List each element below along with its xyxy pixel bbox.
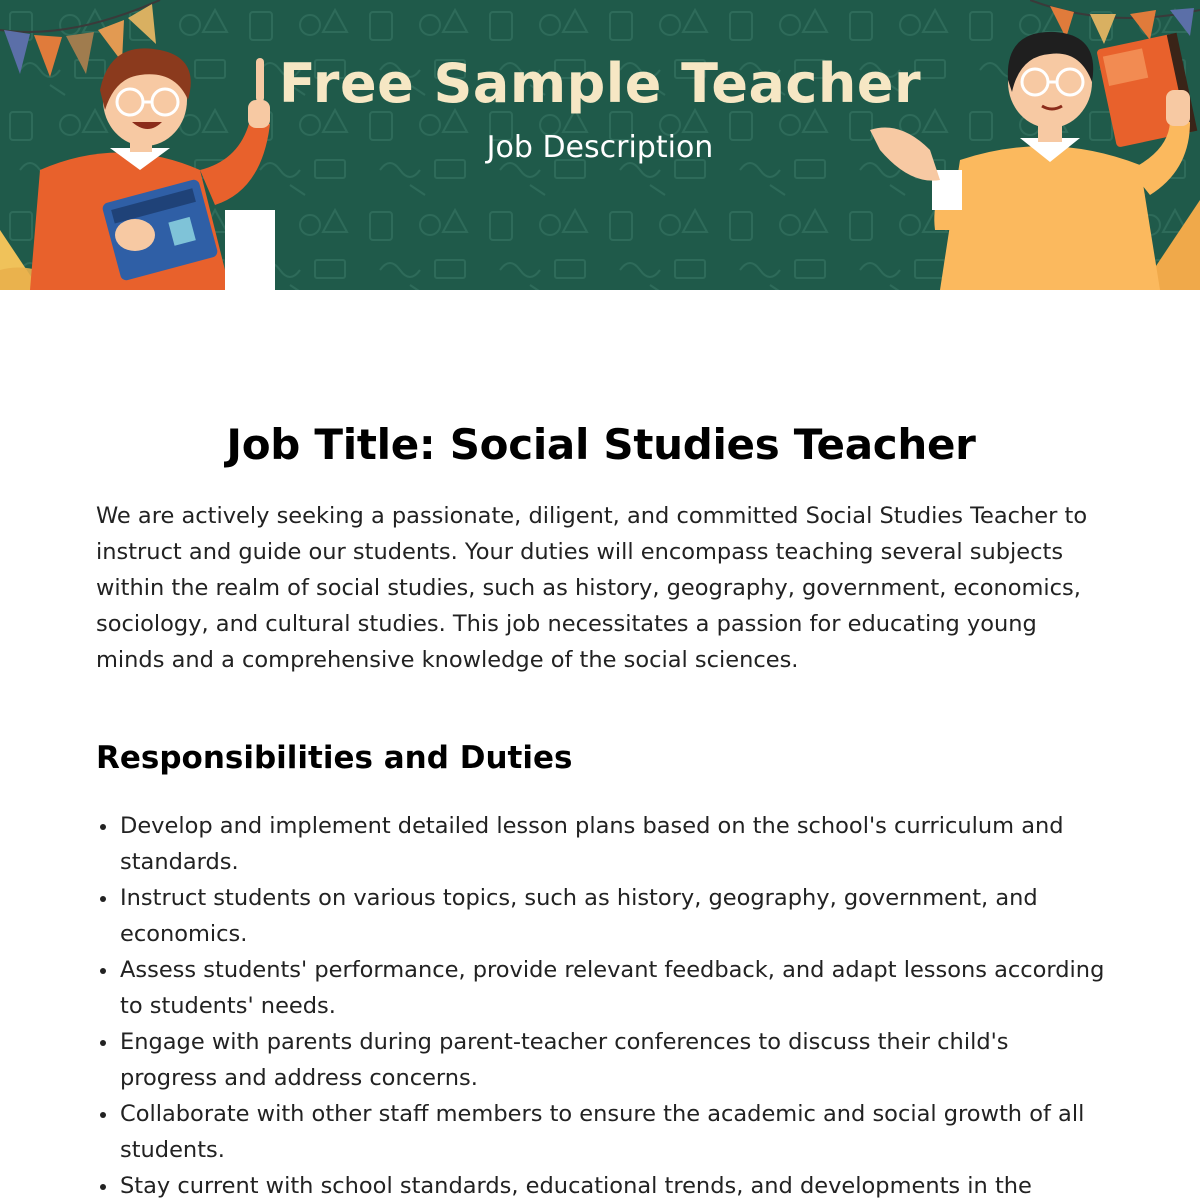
list-item: [96, 1168, 1106, 1200]
document-body: [96, 418, 1106, 1200]
list-item: [96, 808, 1106, 880]
bullet-icon: [100, 824, 106, 830]
bullet-icon: [100, 1112, 106, 1118]
banner-title: Free Sample Teacher: [278, 52, 922, 115]
list-item-text: Engage with parents during parent-teacher conferences to discuss their child's progress and address concerns.: [120, 1029, 1009, 1091]
list-item: [96, 1024, 1106, 1096]
list-item-text: Assess students' performance, provide relevant feedback, and adapt lessons according to students' needs.: [120, 957, 1105, 1019]
list-item: [96, 952, 1106, 1024]
responsibilities-heading: Responsibilities and Duties: [96, 740, 573, 776]
list-item: [96, 880, 1106, 952]
bullet-icon: [100, 896, 106, 902]
list-item: [96, 1096, 1106, 1168]
list-item-text: Develop and implement detailed lesson plans based on the school's curriculum and standards.: [120, 813, 1064, 875]
header-banner: [0, 0, 1200, 290]
bullet-icon: [100, 1184, 106, 1190]
list-item-text: Instruct students on various topics, such as history, geography, government, and economics.: [120, 885, 1038, 947]
list-item-text: Stay current with school standards, educational trends, and developments in the: [120, 1173, 1032, 1199]
responsibilities-list: [96, 808, 1106, 1200]
list-item-text: Collaborate with other staff members to ensure the academic and social growth of all students.: [120, 1101, 1085, 1163]
bullet-icon: [100, 968, 106, 974]
intro-paragraph: We are actively seeking a passionate, diligent, and committed Social Studies Teacher to instruct and guide our students. Your duties will encompass teaching several subjects within the realm of social studies, such as history, geography, government, economics, sociology, and cultural studies. This job necessitates a passion for educating young minds and a comprehensive knowledge of the social sciences.: [96, 503, 1088, 673]
job-title: Job Title: Social Studies Teacher: [226, 420, 976, 469]
bullet-icon: [100, 1040, 106, 1046]
banner-subtitle: Job Description: [486, 130, 714, 165]
